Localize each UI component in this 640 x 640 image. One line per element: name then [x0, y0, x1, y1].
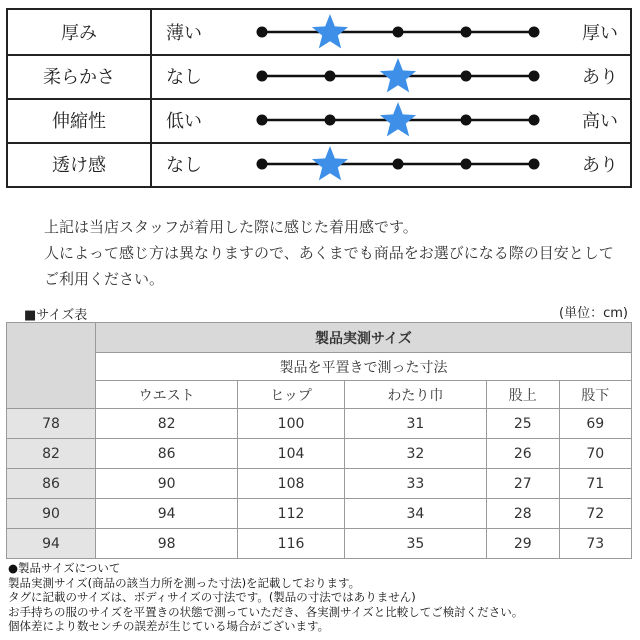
scale-dot — [257, 159, 268, 170]
scale-dot — [529, 27, 540, 38]
value-cell: 98 — [96, 529, 238, 559]
divider — [150, 54, 152, 98]
scale-dot — [461, 71, 472, 82]
texture-label: 伸縮性 — [52, 111, 106, 132]
texture-label: 柔らかさ — [43, 67, 115, 88]
scale-max-label: あり — [582, 67, 618, 88]
scale-min-label: なし — [166, 155, 202, 176]
size-cell: 94 — [7, 529, 96, 559]
size-cell: 78 — [7, 409, 96, 439]
scale-dot — [529, 159, 540, 170]
column-header-rise: 股上 — [487, 381, 559, 409]
group-header: 製品実測サイズ — [96, 323, 632, 353]
texture-table — [6, 8, 632, 188]
size-column-header — [7, 323, 96, 409]
rating-scale — [252, 10, 552, 54]
scale-dot — [529, 71, 540, 82]
value-cell: 69 — [559, 409, 631, 439]
table-row — [7, 499, 632, 529]
scale-dot — [257, 71, 268, 82]
divider — [150, 142, 152, 186]
table-row — [7, 439, 632, 469]
fit-note — [44, 214, 624, 292]
value-cell: 112 — [238, 499, 344, 529]
value-cell: 71 — [559, 469, 631, 499]
texture-row-stretch — [8, 98, 630, 142]
value-cell: 108 — [238, 469, 344, 499]
scale-dot — [257, 115, 268, 126]
unit-label: (単位：cm) — [559, 306, 628, 321]
texture-row-sheerness — [8, 142, 630, 186]
note-line: 人によって感じ方は異なりますので、あくまでも商品をお選びになる際の目安として — [44, 244, 614, 262]
column-header-inseam: 股下 — [559, 381, 631, 409]
rating-star-icon — [380, 102, 416, 136]
rating-scale — [252, 142, 552, 186]
notes-line: 製品実測サイズ(商品の該当力所を測った寸法)を記載しております。 — [8, 575, 361, 590]
notes-line: お手持ちの服のサイズを平置きの状態で測っていただき、各実測サイズと比較してご検討ください。 — [8, 604, 524, 619]
size-cell: 90 — [7, 499, 96, 529]
sub-header: 製品を平置きで測った寸法 — [96, 353, 632, 381]
scale-dot — [529, 115, 540, 126]
value-cell: 32 — [344, 439, 486, 469]
size-chart-title: ■サイズ表 — [24, 308, 88, 323]
divider — [150, 10, 152, 54]
value-cell: 28 — [487, 499, 559, 529]
texture-label: 透け感 — [52, 155, 106, 176]
scale-dot — [393, 27, 404, 38]
texture-row-softness — [8, 54, 630, 98]
scale-dot — [325, 115, 336, 126]
rating-star-icon — [380, 58, 416, 92]
value-cell: 70 — [559, 439, 631, 469]
value-cell: 29 — [487, 529, 559, 559]
scale-dot — [461, 115, 472, 126]
value-cell: 25 — [487, 409, 559, 439]
value-cell: 73 — [559, 529, 631, 559]
scale-max-label: 高い — [582, 111, 618, 132]
divider — [150, 98, 152, 142]
scale-dot — [461, 159, 472, 170]
rating-scale — [252, 98, 552, 142]
value-cell: 31 — [344, 409, 486, 439]
table-row — [7, 469, 632, 499]
rating-star-icon — [312, 14, 348, 48]
scale-min-label: 薄い — [166, 23, 202, 44]
rating-scale — [252, 54, 552, 98]
table-row — [7, 529, 632, 559]
value-cell: 104 — [238, 439, 344, 469]
size-cell: 82 — [7, 439, 96, 469]
rating-star-icon — [312, 146, 348, 180]
scale-min-label: 低い — [166, 111, 202, 132]
column-header-hip: ヒップ — [238, 381, 344, 409]
value-cell: 94 — [96, 499, 238, 529]
value-cell: 116 — [238, 529, 344, 559]
note-line: ご利用ください。 — [44, 270, 165, 288]
scale-dot — [461, 27, 472, 38]
column-header-thigh: わたり巾 — [344, 381, 486, 409]
value-cell: 72 — [559, 499, 631, 529]
scale-min-label: なし — [166, 67, 202, 88]
table-row — [7, 409, 632, 439]
note-line: 上記は当店スタッフが着用した際に感じた着用感です。 — [44, 218, 418, 236]
scale-dot — [257, 27, 268, 38]
value-cell: 34 — [344, 499, 486, 529]
scale-dot — [393, 159, 404, 170]
scale-max-label: あり — [582, 155, 618, 176]
notes-line: タグに記載のサイズは、ボディサイズの寸法です。(製品の寸法ではありません) — [8, 590, 416, 604]
value-cell: 86 — [96, 439, 238, 469]
column-header-waist: ウエスト — [96, 381, 238, 409]
value-cell: 35 — [344, 529, 486, 559]
texture-label: 厚み — [61, 23, 97, 44]
texture-row-thickness — [8, 10, 630, 54]
value-cell: 33 — [344, 469, 486, 499]
value-cell: 90 — [96, 469, 238, 499]
scale-max-label: 厚い — [582, 23, 618, 44]
value-cell: 100 — [238, 409, 344, 439]
value-cell: 27 — [487, 469, 559, 499]
size-chart-table — [6, 322, 632, 559]
value-cell: 82 — [96, 409, 238, 439]
value-cell: 26 — [487, 439, 559, 469]
notes-heading: ●製品サイズについて — [8, 561, 121, 575]
notes-line: 個体差により数センチの誤差が生じている場合がございます。 — [8, 619, 330, 633]
size-notes — [8, 561, 523, 634]
size-cell: 86 — [7, 469, 96, 499]
scale-dot — [325, 71, 336, 82]
